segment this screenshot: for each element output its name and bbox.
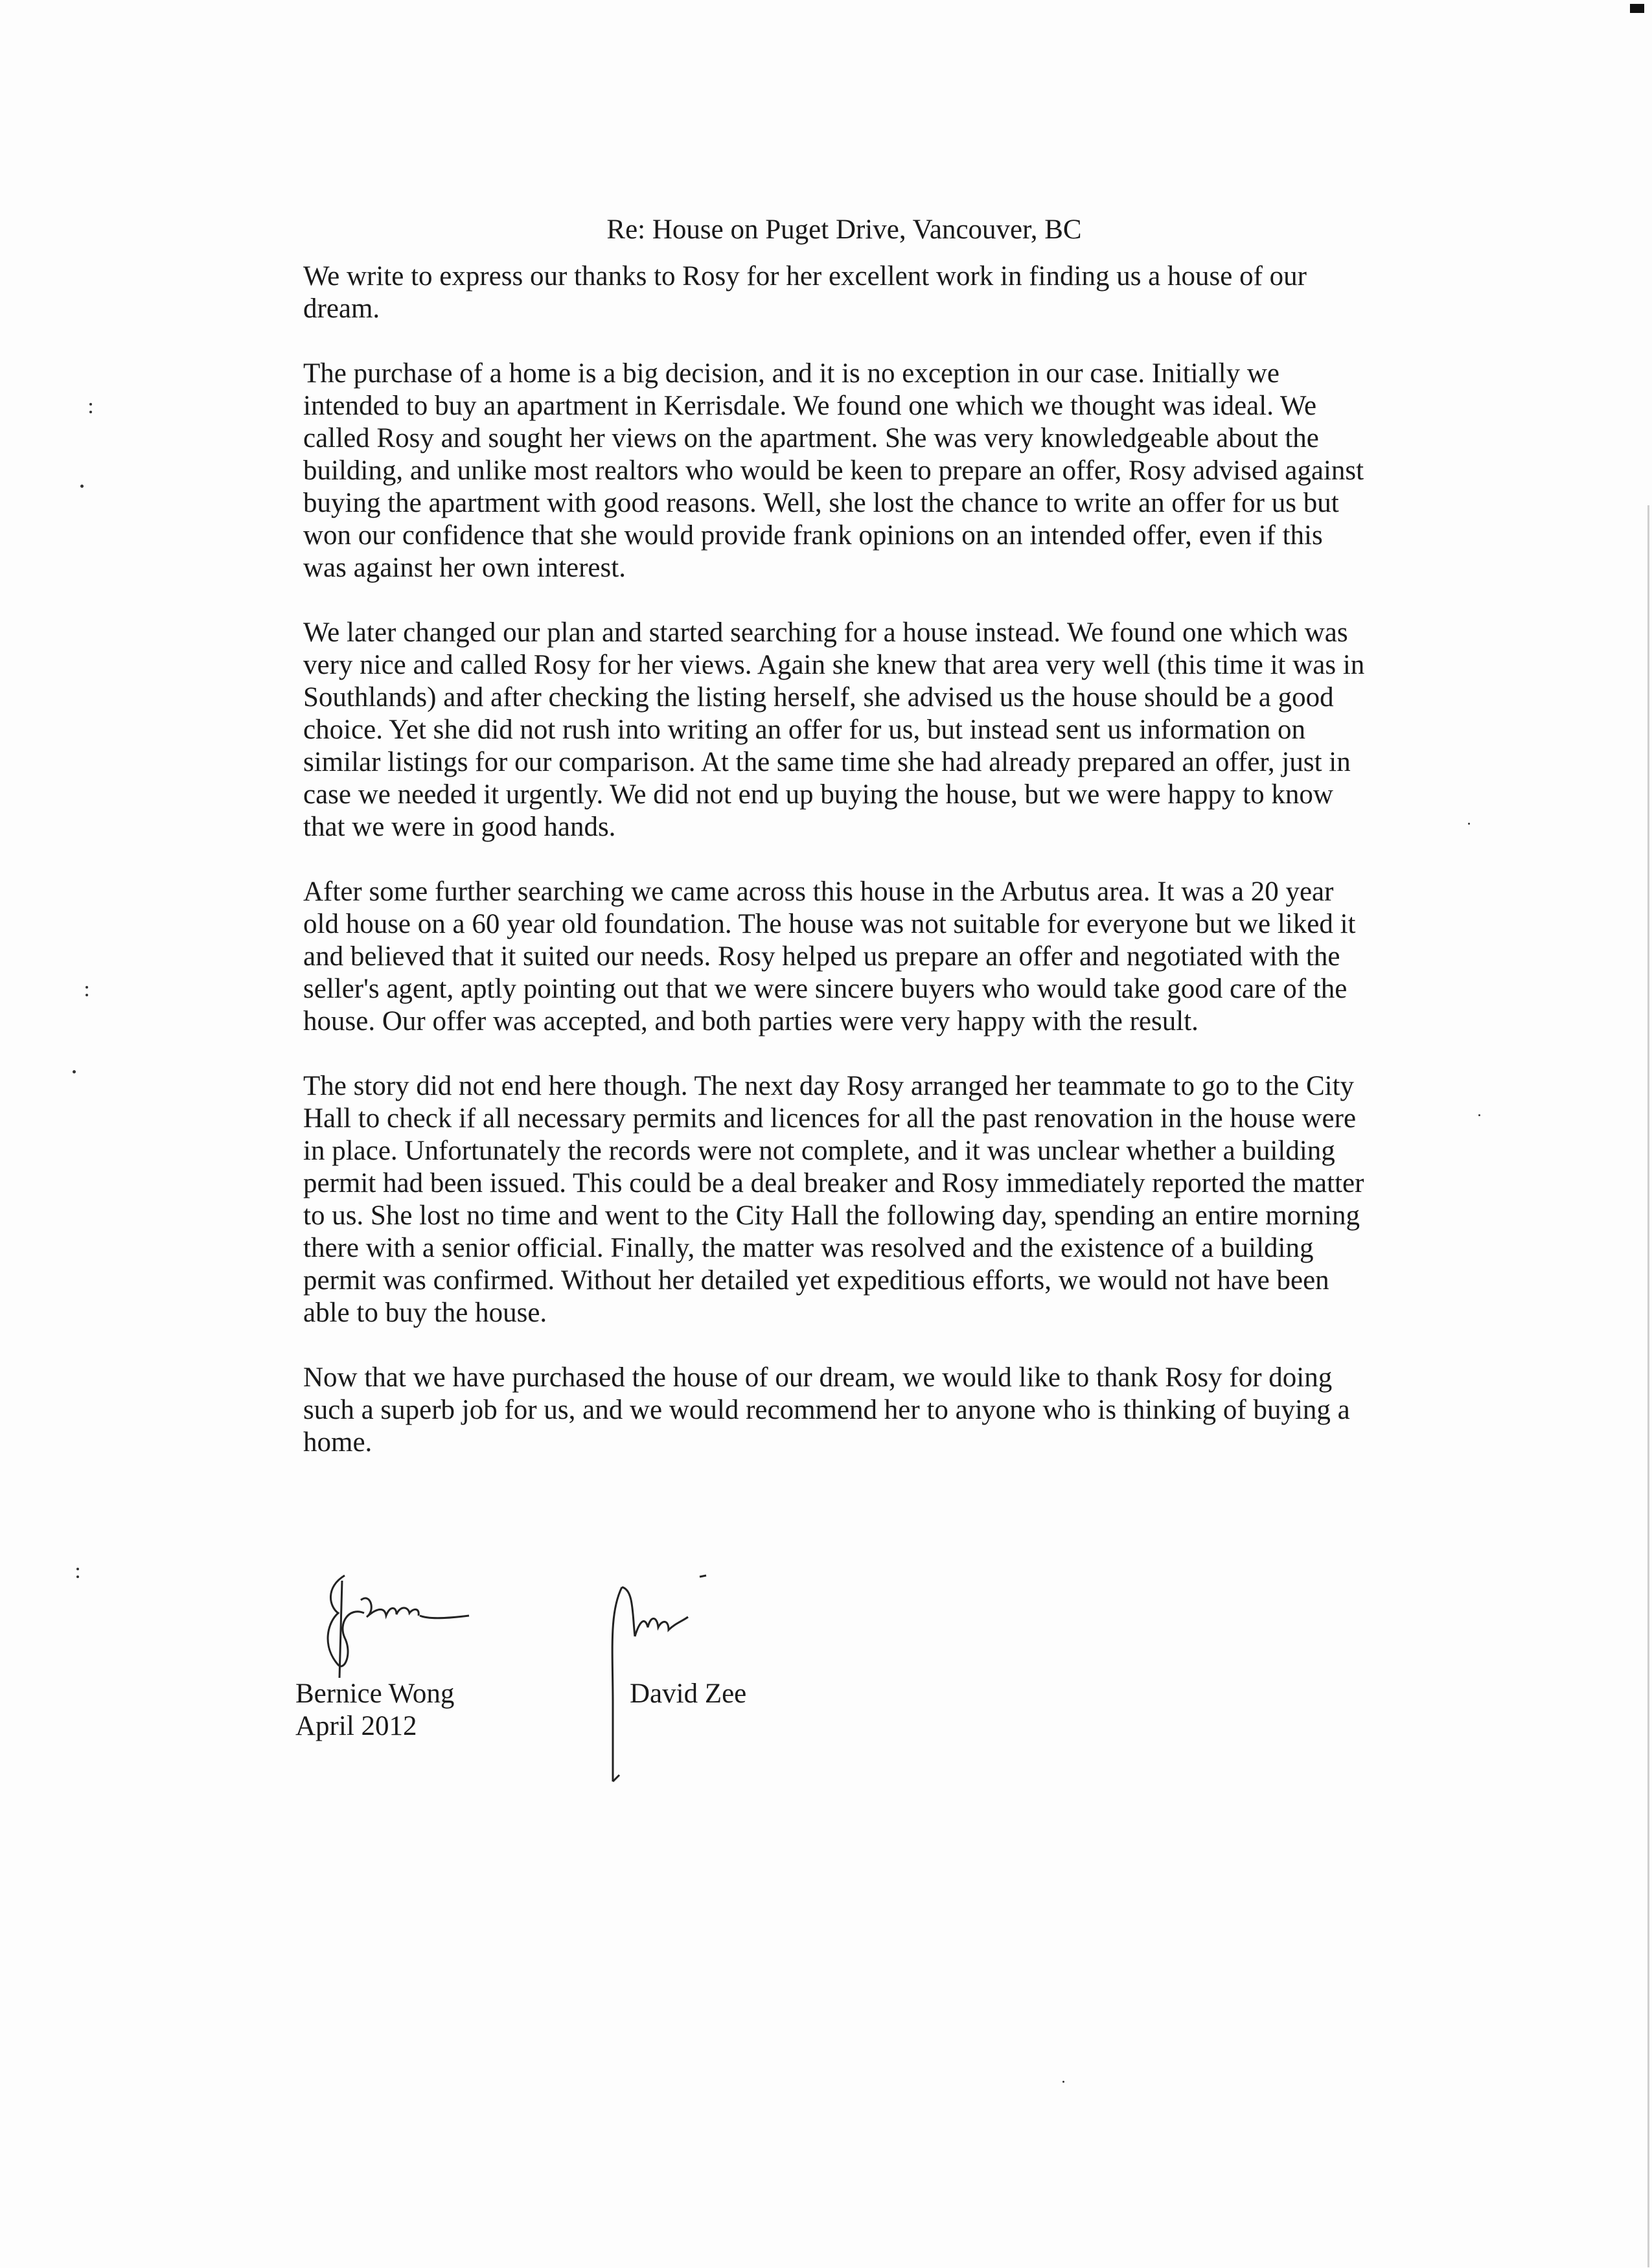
letter-body (303, 214, 1366, 1491)
scan-speck (86, 986, 88, 989)
scan-speck (89, 403, 92, 406)
signatory-date: April 2012 (295, 1711, 417, 1741)
handwritten-signature-bernice (299, 1568, 481, 1684)
scan-speck (1478, 1114, 1480, 1116)
signature-section (293, 1555, 941, 1788)
signatory-name: Bernice Wong (295, 1678, 455, 1709)
scan-speck (76, 1568, 79, 1570)
scan-speck (86, 994, 88, 996)
letter-paragraph: We write to express our thanks to Rosy for her excellent work in finding us a house of our dream. (303, 261, 1307, 324)
scan-corner-mark (1630, 4, 1644, 13)
letter-paragraph: The story did not end here though. The next day Rosy arranged her teammate to go to the City Hall to check if all necessary permits and licences for all the past renovation in the house were in place. Unfortunately the records were not complete, and it was unclear whether a building permit had been issued. This could be a deal breaker and Rosy immediately reported the matter to us. She lost no time and went to the City Hall the following day, spending an entire morning there with a senior official. Finally, the matter was resolved and the existence of a building permit was confirmed. Without her detailed yet expeditious efforts, we would not have been able to buy the house. (303, 1071, 1364, 1328)
scan-speck (80, 485, 84, 488)
letter-paragraph: We later changed our plan and started searching for a house instead. We found one which was very nice and called Rosy for her views. Again she knew that area very well (this time it was in Southlands) and after checking the listing herself, she advised us the house should be a good choice. Yet she did not rush into writing an offer for us, but instead sent us information on similar listings for our comparison. At the same time she had already prepared an offer, just in case we needed it urgently. We did not end up buying the house, but we were happy to know that we were in good hands. (303, 617, 1365, 842)
signatory-name: David Zee (630, 1678, 747, 1709)
letter-paragraph: The purchase of a home is a big decision, and it is no exception in our case. Initially we intended to buy an apartment in Kerrisdale. We found one which we thought was ideal. We called Rosy and sought her views on the apartment. She was very knowledgeable about the building, and unlike most realtors who would be keen to prepare an offer, Rosy advised against buying the apartment with good reasons. Well, she lost the chance to write an offer for us but won our confidence that she would provide frank opinions on an intended offer, even if this was against her own interest. (303, 358, 1364, 583)
scan-speck (73, 1070, 76, 1073)
scan-speck (1062, 2081, 1064, 2083)
scan-speck (89, 411, 92, 413)
scan-speck (1468, 823, 1470, 825)
letter-subject: Re: House on Puget Drive, Vancouver, BC (606, 214, 1082, 245)
scan-edge-line (1647, 505, 1649, 2267)
letter-paragraph: After some further searching we came across this house in the Arbutus area. It was a 20 year old house on a 60 year old foundation. The house was not suitable for everyone but we liked it and believed that it suited our needs. Rosy helped us prepare an offer and negotiated with the seller's agent, aptly pointing out that we were sincere buyers who would take good care of the house. Our offer was accepted, and both parties were very happy with the result. (303, 876, 1356, 1037)
letter-paragraph: Now that we have purchased the house of our dream, we would like to thank Rosy for doing such a superb job for us, and we would recommend her to anyone who is thinking of buying a home. (303, 1362, 1350, 1458)
scan-speck (76, 1575, 79, 1578)
